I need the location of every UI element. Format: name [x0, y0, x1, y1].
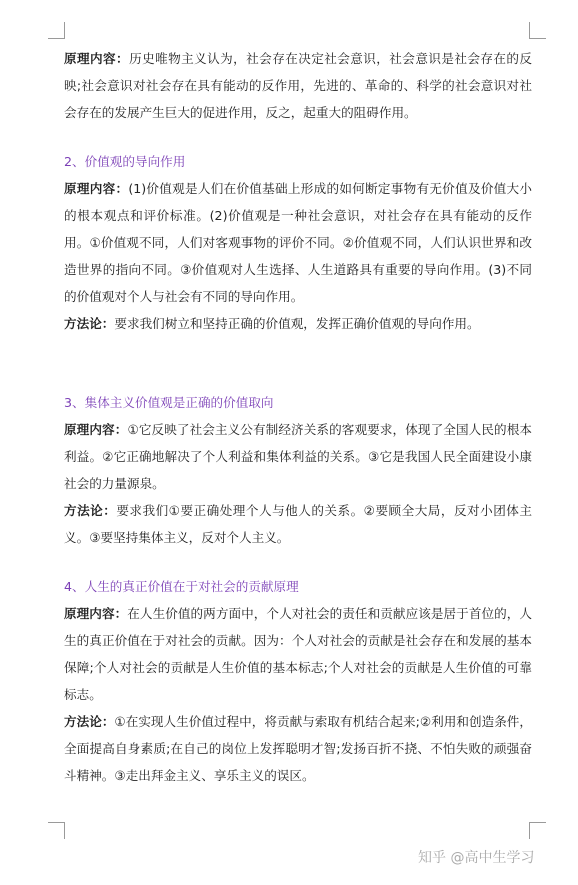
page-corner-mark-top-right [529, 22, 546, 39]
section-heading-4: 4、人生的真正价值在于对社会的贡献原理 [64, 579, 299, 594]
page-corner-mark-bottom-left [48, 822, 65, 839]
paragraph-label: 原理内容： [64, 606, 128, 621]
document-body [64, 45, 532, 789]
paragraph-label: 方法论： [64, 714, 115, 729]
paragraph-2-method [64, 310, 532, 337]
paragraph-label: 方法论： [64, 503, 117, 518]
paragraph-3-principle [64, 416, 532, 497]
section-heading-3: 3、集体主义价值观是正确的价值取向 [64, 395, 274, 410]
page-corner-mark-bottom-right [529, 822, 546, 839]
paragraph-text: 在人生价值的两方面中，个人对社会的责任和贡献应该是居于首位的，人生的真正价值在于对社会的贡献。因为：个人对社会的贡献是社会存在和发展的基本保障;个人对社会的贡献是人生价值的基本标志;个人对社会的贡献是人生价值的可靠标志。 [64, 606, 533, 702]
paragraph-text: (1)价值观是人们在价值基础上形成的如何断定事物有无价值及价值大小的根本观点和评价标准。(2)价值观是一种社会意识，对社会存在具有能动的反作用。①价值观不同，人们对客观事物的评价不同。②价值观不同，人们认识世界和改造世界的指向不同。③价值观对人生选择、人生道路具有重要的导向作用。(3)不同的价值观对个人与社会有不同的导向作用。 [64, 181, 532, 304]
paragraph-4-principle [64, 600, 532, 708]
paragraph-3-method [64, 497, 532, 551]
paragraph-label: 原理内容： [64, 51, 130, 66]
paragraph-text: ①在实现人生价值过程中，将贡献与索取有机结合起来;②利用和创造条件，全面提高自身素质;在自己的岗位上发挥聪明才智;发扬百折不挠、不怕失败的顽强奋斗精神。③走出拜金主义、享乐主义的误区。 [64, 714, 532, 783]
paragraph-2-principle [64, 175, 532, 310]
paragraph-4-method [64, 708, 532, 789]
page-corner-mark-top-left [48, 22, 65, 39]
paragraph-text: 要求我们①要正确处理个人与他人的关系。②要顾全大局，反对小团体主义。③要坚持集体主义，反对个人主义。 [64, 503, 532, 545]
paragraph-label: 方法论： [64, 316, 115, 331]
zhihu-watermark: 知乎 @高中生学习 [418, 850, 535, 866]
paragraph-1-principle [64, 45, 532, 126]
paragraph-text: ①它反映了社会主义公有制经济关系的客观要求，体现了全国人民的根本利益。②它正确地解决了个人利益和集体利益的关系。③它是我国人民全面建设小康社会的力量源泉。 [64, 422, 532, 491]
paragraph-label: 原理内容： [64, 422, 128, 437]
section-heading-2: 2、价值观的导向作用 [64, 154, 186, 169]
paragraph-text: 要求我们树立和坚持正确的价值观，发挥正确价值观的导向作用。 [114, 316, 480, 331]
paragraph-text: 历史唯物主义认为，社会存在决定社会意识，社会意识是社会存在的反映;社会意识对社会存在具有能动的反作用，先进的、革命的、科学的社会意识对社会存在的发展产生巨大的促进作用，反之，起重大的阻碍作用。 [64, 51, 533, 120]
paragraph-label: 原理内容： [64, 181, 129, 196]
